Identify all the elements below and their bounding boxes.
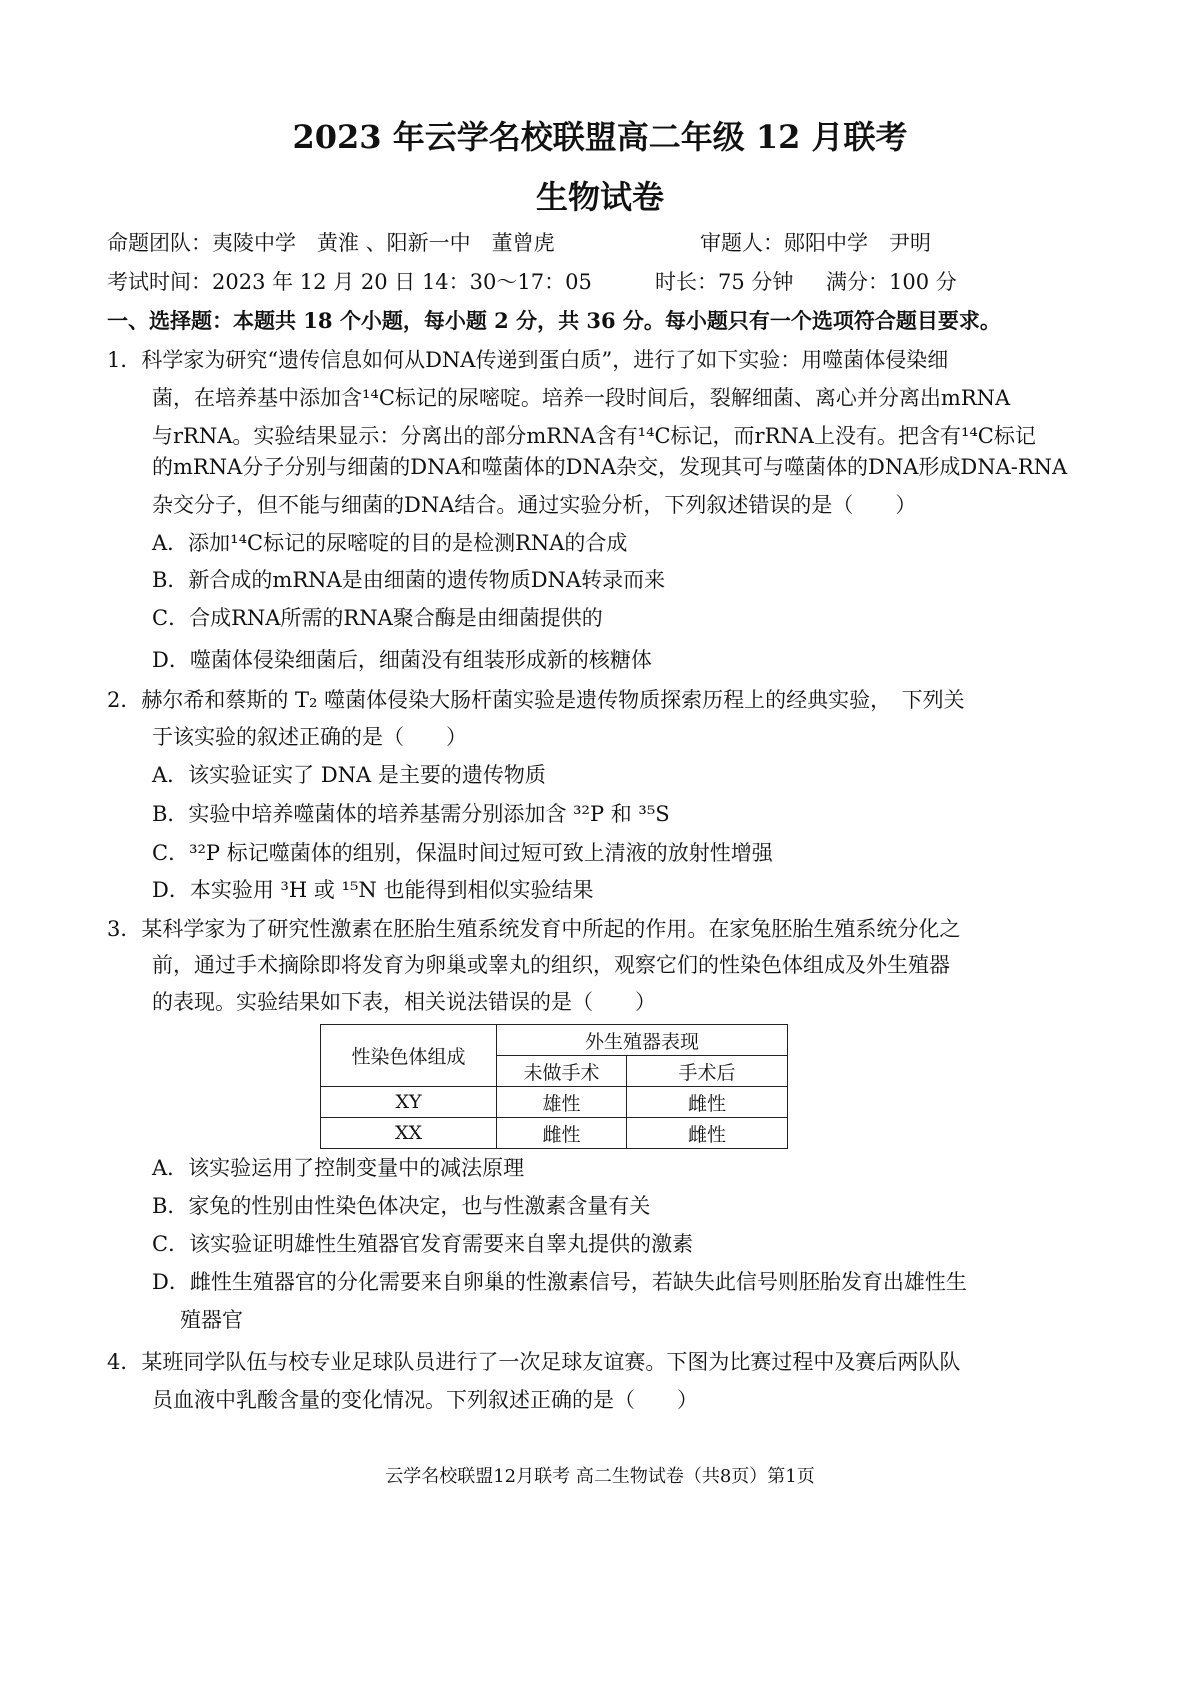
question-3-text: 前，通过手术摘除即将发育为卵巢或睾丸的组织，观察它们的性染色体组成及外生殖器 [152, 953, 950, 977]
question-1-text: 1．科学家为研究“遗传信息如何从DNA传递到蛋白质”，进行了如下实验：用噬菌体侵染细 [107, 348, 949, 372]
question-1-text: 的mRNA分子分别与细菌的DNA和噬菌体的DNA杂交，发现其可与噬菌体的DNA形成DNA-RNA [152, 455, 1068, 479]
question-1-option-c: C．合成RNA所需的RNA聚合酶是由细菌提供的 [152, 606, 603, 630]
question-2-option-b: B．实验中培养噬菌体的培养基需分别添加含 ³²P 和 ³⁵S [152, 802, 670, 826]
page-footer: 云学名校联盟12月联考 高二生物试卷（共8页）第1页 [385, 1466, 815, 1487]
question-1-option-a: A．添加¹⁴C标记的尿嘧啶的目的是检测RNA的合成 [152, 531, 628, 555]
table-subheader: 未做手术 [497, 1056, 627, 1087]
table-cell: XY [321, 1087, 497, 1118]
question-3-option-c: C．该实验证明雄性生殖器官发育需要来自睾丸提供的激素 [152, 1232, 694, 1256]
duration: 时长：75 分钟 [655, 270, 794, 294]
exam-subtitle: 生物试卷 [535, 178, 664, 216]
table-cell: 雌性 [627, 1118, 788, 1149]
question-3-option-a: A．该实验运用了控制变量中的减法原理 [152, 1156, 525, 1180]
exam-time: 考试时间：2023 年 12 月 20 日 14：30～17：05 [107, 270, 592, 294]
authors: 命题团队：夷陵中学 黄淮 、阳新一中 董曾虎 [107, 231, 555, 255]
table-cell: XX [321, 1118, 497, 1149]
question-1-text: 与rRNA。实验结果显示：分离出的部分mRNA含有¹⁴C标记，而rRNA上没有。把含有¹⁴C标记 [152, 424, 1036, 448]
question-3-option-d: D．雌性生殖器官的分化需要来自卵巢的性激素信号，若缺失此信号则胚胎发育出雄性生 [152, 1270, 967, 1294]
full-score: 满分：100 分 [826, 270, 957, 294]
question-1-text: 菌，在培养基中添加含¹⁴C标记的尿嘧啶。培养一段时间后，裂解细菌、离心并分离出mRNA [152, 386, 1011, 410]
question-1-option-d: D．噬菌体侵染细菌后，细菌没有组装形成新的核糖体 [152, 648, 652, 672]
table-row [321, 1087, 788, 1118]
question-2-text: 于该实验的叙述正确的是（ ） [152, 725, 467, 749]
question-3-option-b: B．家兔的性别由性染色体决定，也与性激素含量有关 [152, 1194, 651, 1218]
table-cell: 雌性 [627, 1087, 788, 1118]
question-3-text: 3．某科学家为了研究性激素在胚胎生殖系统发育中所起的作用。在家兔胚胎生殖系统分化之 [107, 917, 961, 941]
table-cell: 雌性 [497, 1118, 627, 1149]
question-4-text: 4．某班同学队伍与校专业足球队员进行了一次足球友谊赛。下图为比赛过程中及赛后两队队 [107, 1350, 961, 1374]
question-2-option-a: A．该实验证实了 DNA 是主要的遗传物质 [152, 763, 546, 787]
question-3-text: 的表现。实验结果如下表，相关说法错误的是（ ） [152, 990, 656, 1014]
reviewer: 审题人：郧阳中学 尹明 [700, 231, 931, 255]
question-2-text: 2．赫尔希和蔡斯的 T₂ 噬菌体侵染大肠杆菌实验是遗传物质探索历程上的经典实验， 下列关 [107, 688, 965, 712]
question-4-text: 员血液中乳酸含量的变化情况。下列叙述正确的是（ ） [152, 1388, 698, 1412]
section-heading: 一、选择题：本题共 18 个小题，每小题 2 分，共 36 分。每小题只有一个选项符合题目要求。 [107, 308, 1001, 333]
table-subheader: 手术后 [627, 1056, 788, 1087]
exam-title: 2023 年云学名校联盟高二年级 12 月联考 [292, 118, 908, 156]
table-row [321, 1118, 788, 1149]
question-1-option-b: B．新合成的mRNA是由细菌的遗传物质DNA转录而来 [152, 568, 666, 592]
question-1-text: 杂交分子，但不能与细菌的DNA结合。通过实验分析，下列叙述错误的是（ ） [152, 493, 917, 517]
results-table [320, 1024, 788, 1149]
question-2-option-c: C．³²P 标记噬菌体的组别，保温时间过短可致上清液的放射性增强 [152, 841, 773, 865]
table-header-chromosome: 性染色体组成 [321, 1025, 497, 1087]
question-2-option-d: D．本实验用 ³H 或 ¹⁵N 也能得到相似实验结果 [152, 878, 594, 902]
table-header-genitalia: 外生殖器表现 [497, 1025, 788, 1056]
question-3-option-d-cont: 殖器官 [180, 1308, 243, 1332]
table-cell: 雄性 [497, 1087, 627, 1118]
